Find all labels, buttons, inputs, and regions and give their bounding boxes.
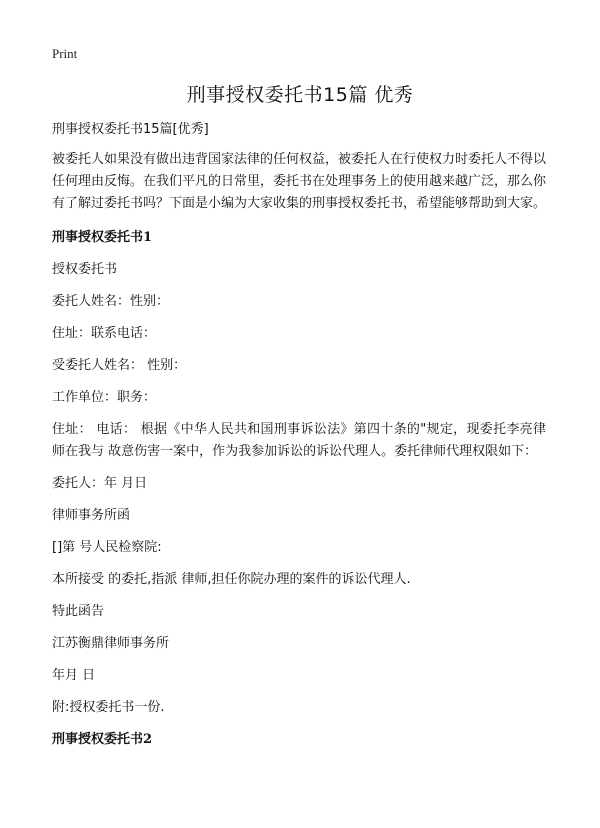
doc-line: 附:授权委托书一份. — [52, 700, 165, 715]
doc-line: 特此函告 — [52, 604, 105, 619]
doc-line: 受委托人姓名： 性别： — [52, 358, 187, 373]
doc-line: 授权委托书 — [52, 262, 118, 277]
doc-line: 律师事务所函 — [52, 508, 131, 523]
doc-line: 年月 日 — [52, 668, 96, 683]
section-heading-1: 刑事授权委托书1 — [52, 230, 153, 245]
doc-line: 住址：联系电话： — [52, 326, 157, 341]
doc-line: 本所接受 的委托,指派 律师,担任你院办理的案件的诉讼代理人. — [52, 572, 411, 587]
document-subtitle: 刑事授权委托书15篇[优秀] — [52, 122, 209, 137]
doc-paragraph: 住址： 电话： 根据《中华人民共和国刑事诉讼法》第四十条的"规定，现委托李亮律师在我与 故意伤害一案中，作为我参加诉讼的诉讼代理人。委托律师代理权限如下： — [52, 422, 546, 459]
document-title: 刑事授权委托书15篇 优秀 — [186, 84, 414, 106]
doc-line: 委托人姓名：性别： — [52, 294, 170, 309]
doc-line: 委托人：年 月日 — [52, 476, 148, 491]
document-body — [52, 119, 546, 761]
doc-line: 江苏衡鼎律师事务所 — [52, 636, 170, 651]
doc-line: []第 号人民检察院: — [52, 540, 162, 555]
print-link[interactable]: Print — [52, 46, 78, 61]
section-heading-2: 刑事授权委托书2 — [52, 732, 153, 747]
doc-line: 工作单位：职务： — [52, 390, 157, 405]
intro-paragraph: 被委托人如果没有做出违背国家法律的任何权益，被委托人在行使权力时委托人不得以任何理由反悔。在我们平凡的日常里，委托书在处理事务上的使用越来越广泛，那么你有了解过委托书吗？下面是小编为大家收集的刑事授权委托书，希望能够帮助到大家。 — [52, 152, 547, 211]
